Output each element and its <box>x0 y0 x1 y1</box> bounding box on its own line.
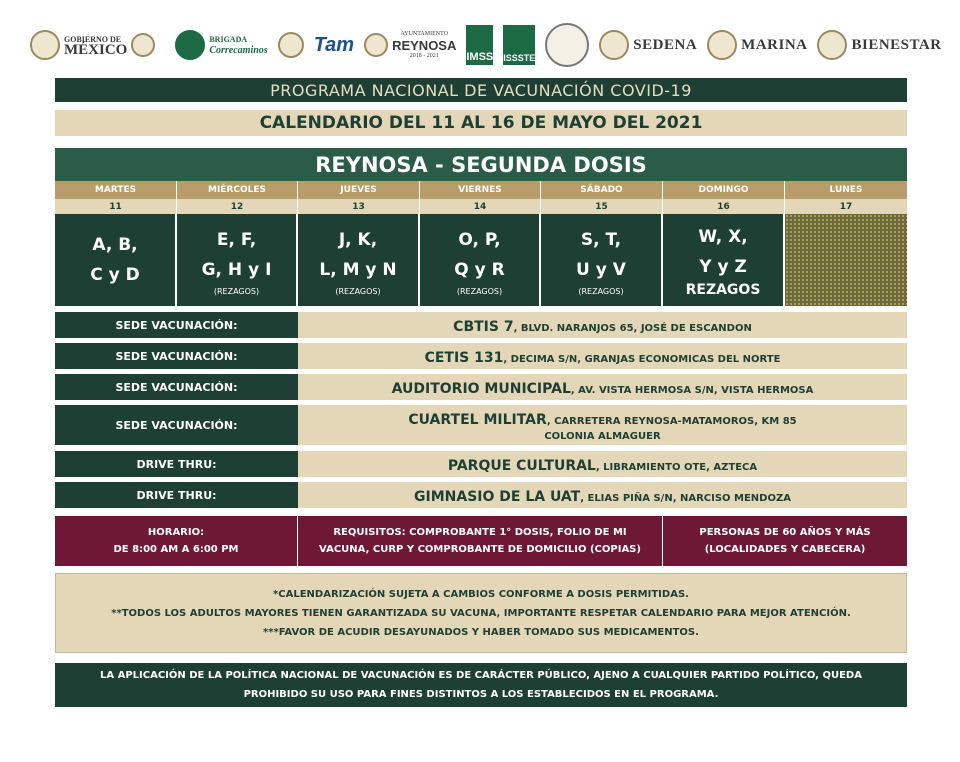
drive-thru-row <box>55 451 907 477</box>
gobierno-mexico-seal-icon <box>30 30 60 60</box>
personas-line2: (LOCALIDADES Y CABECERA) <box>704 544 866 555</box>
letters-line2: U y V <box>576 259 626 280</box>
marina-seal-icon <box>707 30 737 60</box>
day-number: 17 <box>785 199 907 214</box>
sede-row <box>55 374 907 400</box>
sede-label: SEDE VACUNACIÓN: <box>55 405 298 445</box>
drive-thru-row <box>55 482 907 508</box>
sede-value <box>298 405 907 445</box>
reynosa-logo <box>364 29 456 62</box>
calendar-title: CALENDARIO DEL 11 AL 16 DE MAYO DEL 2021 <box>55 110 907 136</box>
logo-brigada-line1: BRIGADA <box>209 35 248 44</box>
sedena-seal-icon <box>599 30 629 60</box>
rezagos-note: (REZAGOS) <box>213 286 260 296</box>
tamaulipas-logo-icon: Tam <box>313 33 355 56</box>
rezagos-note: REZAGOS <box>685 282 761 298</box>
letters-row <box>55 214 907 306</box>
sede-row <box>55 405 907 445</box>
reynosa-seal-icon <box>364 33 388 57</box>
city-title: REYNOSA - SEGUNDA DOSIS <box>55 148 907 181</box>
sede-address: , CARRETERA REYNOSA-MATAMOROS, KM 85 <box>546 415 797 427</box>
logo-brigada-line2: Correcaminos <box>209 45 268 56</box>
letters-cell-viernes <box>420 214 541 306</box>
letters-line2: G, H y I <box>201 259 272 280</box>
letters-cell-miercoles <box>177 214 298 306</box>
sede-value <box>298 451 907 477</box>
program-title: PROGRAMA NACIONAL DE VACUNACIÓN COVID-19 <box>55 78 907 102</box>
note-line: ***FAVOR DE ACUDIR DESAYUNADOS Y HABER TOMADO SUS MEDICAMENTOS. <box>263 626 699 638</box>
personas-line1: PERSONAS DE 60 AÑOS Y MÁS <box>699 527 871 538</box>
letters-cell-martes <box>55 214 177 306</box>
sede-name: CETIS 131 <box>424 349 504 366</box>
sede-label: SEDE VACUNACIÓN: <box>55 374 298 400</box>
gobierno-mexico-emblem-icon <box>131 33 155 57</box>
sede-address-line2: COLONIA ALMAGUER <box>544 430 661 442</box>
requisitos-line1: REQUISITOS: COMPROBANTE 1° DOSIS, FOLIO DE MI <box>333 527 627 538</box>
sede-row <box>55 343 907 369</box>
rezagos-note: (REZAGOS) <box>335 286 381 296</box>
requisitos-cell <box>298 516 663 566</box>
day-number: 15 <box>541 199 663 214</box>
rezagos-note: (REZAGOS) <box>578 286 624 296</box>
day-number: 14 <box>420 199 541 214</box>
sede-label: SEDE VACUNACIÓN: <box>55 312 298 338</box>
letters-line1: A, B, <box>92 235 138 255</box>
letters-line1: W, X, <box>698 227 748 247</box>
sede-label: DRIVE THRU: <box>55 451 298 477</box>
legal-footer <box>55 663 907 707</box>
day-name: DOMINGO <box>663 181 785 199</box>
sede-value <box>298 312 907 338</box>
sede-name: AUDITORIO MUNICIPAL <box>391 380 571 397</box>
day-numbers-row <box>55 199 907 214</box>
logo-reynosa-line1: AYUNTAMIENTO <box>400 30 448 37</box>
logo-gobierno-line1: GOBIERNO DE <box>64 35 122 44</box>
day-name: LUNES <box>785 181 907 199</box>
letters-line1: S, T, <box>580 229 622 250</box>
personas-cell <box>663 516 907 566</box>
tamaulipas-seal-icon <box>278 32 304 58</box>
sede-address: , BLVD. NARANJOS 65, JOSÉ DE ESCANDON <box>513 322 752 334</box>
logo-bienestar-text: BIENESTAR <box>851 36 942 53</box>
sede-name: PARQUE CULTURAL <box>447 457 596 474</box>
notes-box <box>55 573 907 653</box>
sede-name: CBTIS 7 <box>453 318 514 335</box>
sede-value <box>298 482 907 508</box>
horario-label: HORARIO: <box>147 527 205 538</box>
sede-name: GIMNASIO DE LA UAT <box>414 488 581 505</box>
logo-reynosa-line2: REYNOSA <box>392 37 457 53</box>
day-number: 16 <box>663 199 785 214</box>
day-names-row <box>55 181 907 199</box>
letters-line2: C y D <box>90 265 140 285</box>
day-name: SÁBADO <box>541 181 663 199</box>
sede-label: SEDE VACUNACIÓN: <box>55 343 298 369</box>
day-name: VIERNES <box>420 181 541 199</box>
logo-sedena-text: SEDENA <box>633 36 698 53</box>
issste-logo-icon: ISSSTE <box>503 25 535 65</box>
sede-address: , AV. VISTA HERMOSA S/N, VISTA HERMOSA <box>570 384 814 396</box>
letters-cell-domingo <box>663 214 785 306</box>
sede-address: , LIBRAMIENTO OTE, AZTECA <box>595 461 758 473</box>
letters-cell-jueves <box>298 214 420 306</box>
sede-address: , ELIAS PIÑA S/N, NARCISO MENDOZA <box>580 492 791 504</box>
logo-marina-text: MARINA <box>741 36 808 53</box>
imss-logo-icon: IMSS <box>466 25 493 65</box>
sede-address: , DECIMA S/N, GRANJAS ECONOMICAS DEL NORTE <box>503 353 781 365</box>
bienestar-logo <box>817 30 941 60</box>
rezagos-note: (REZAGOS) <box>456 286 503 296</box>
logo-reynosa-line3: 2018 - 2021 <box>409 52 439 59</box>
bienestar-seal-icon <box>817 30 847 60</box>
letters-cell-lunes-blank <box>785 214 907 306</box>
gobierno-mexico-logo <box>30 30 155 60</box>
day-name: MIÉRCOLES <box>177 181 298 199</box>
sede-value <box>298 343 907 369</box>
horario-cell <box>55 516 298 566</box>
sede-value <box>298 374 907 400</box>
day-number: 12 <box>177 199 298 214</box>
note-line: **TODOS LOS ADULTOS MAYORES TIENEN GARANTIZADA SU VACUNA, IMPORTANTE RESPETAR CALENDARIO PARA MEJOR ATENCIÓN. <box>111 607 851 619</box>
day-name: JUEVES <box>298 181 420 199</box>
sede-row <box>55 312 907 338</box>
letters-line1: O, P, <box>458 229 501 250</box>
day-number: 13 <box>298 199 420 214</box>
tamaulipas-logo <box>314 34 354 57</box>
letters-line2: Y y Z <box>699 257 747 277</box>
logo-strip <box>30 18 942 72</box>
note-line: *CALENDARIZACIÓN SUJETA A CAMBIOS CONFORME A DOSIS PERMITIDAS. <box>273 588 689 600</box>
requisitos-line2: VACUNA, CURP Y COMPROBANTE DE DOMICILIO (COPIAS) <box>319 544 641 555</box>
info-row <box>55 516 907 566</box>
letters-cell-sabado <box>541 214 663 306</box>
day-name: MARTES <box>55 181 177 199</box>
footer-line1: LA APLICACIÓN DE LA POLÍTICA NACIONAL DE VACUNACIÓN ES DE CARÁCTER PÚBLICO, AJENO A CUALQUIER PARTIDO POLÍTICO, QUEDA <box>100 670 862 681</box>
brigada-logo <box>175 30 267 60</box>
eagle-seal-icon <box>545 23 589 67</box>
sedena-logo <box>599 30 697 60</box>
sede-label: DRIVE THRU: <box>55 482 298 508</box>
horario-value: DE 8:00 AM A 6:00 PM <box>113 544 239 555</box>
sede-name: CUARTEL MILITAR <box>408 411 547 428</box>
brigada-correcaminos-icon <box>175 30 205 60</box>
logo-gobierno-line2: MÉXICO <box>64 42 128 58</box>
day-number: 11 <box>55 199 177 214</box>
letters-line1: E, F, <box>216 229 257 250</box>
letters-line1: J, K, <box>338 229 378 250</box>
footer-line2: PROHIBIDO SU USO PARA FINES DISTINTOS A LOS ESTABLECIDOS EN EL PROGRAMA. <box>243 689 719 700</box>
letters-line2: L, M y N <box>319 259 397 280</box>
marina-logo <box>707 30 807 60</box>
letters-line2: Q y R <box>454 259 505 280</box>
